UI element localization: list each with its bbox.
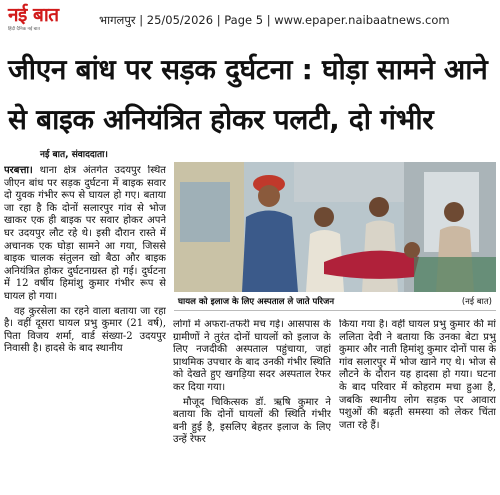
article-byline: नई बात, संवाददाता। <box>40 150 108 160</box>
paragraph: किया गया है। वहीं घायल प्रभु कुमार की मां ललिता देवी ने बताया कि उनका बेटा प्रभु कुमार और नाती हिमांशु कुमार दोनों पास के गांव सलारपुर में भोज खाने गए थे। भोज से लौटने के दौरान यह हादसा हो गया। घटना के बाद परिवार में कोहराम मचा हुआ है, जबकि स्थानीय लोग सड़क पर आवारा पशुओं की बढ़ती समस्या को लेकर चिंता जता रहे हैं। <box>339 319 496 431</box>
article-column-2 <box>173 319 331 493</box>
paragraph: वह कुरसेला का रहने वाला बताया जा रहा है। वहीं दूसरा घायल प्रभु कुमार (21 वर्ष), पिता विजय शर्मा, वार्ड संख्या-2 उदयपुर निवासी है। हादसे के बाद स्थानीय <box>4 305 166 355</box>
paragraph-text: थाना क्षेत्र अंतर्गत उदयपुर स्थित जीएन बांध पर सड़क दुर्घटना में बाइक सवार दो युवक गंभीर रूप से घायल हो गए। बताया जा रहा है कि दोनों सलारपुर गांव से भोज खाकर एक ही बाइक पर सवार होकर अपने घर उदयपुर लौट रहे थे। इसी दौरान रास्ते में अचानक एक घोड़ा सामने आ गया, जिससे बाइक चालक संतुलन खो बैठा और बाइक अनियंत्रित होकर दुर्घटनाग्रस्त हो गई। दुर्घटना में 12 वर्षीय हिमांशु कुमार गंभीर रूप से घायल हो गया। <box>4 165 166 302</box>
photo-credit: (नई बात) <box>461 297 492 307</box>
paragraph <box>4 165 166 304</box>
edition-meta: भागलपुर | 25/05/2026 | Page 5 | www.epaper.naibaatnews.com <box>99 13 450 27</box>
article-headline: जीएन बांध पर सड़क दुर्घटना : घोड़ा सामने आने से बाइक अनियंत्रित होकर पलटी, दो गंभीर <box>8 53 488 136</box>
masthead <box>0 0 500 38</box>
article-column-1 <box>4 165 166 493</box>
logo-tagline: हिंदी दैनिक नई बात <box>8 27 40 32</box>
paragraph: मौजूद चिकित्सक डॉ. ऋषि कुमार ने बताया कि दोनों घायलों की स्थिति गंभीर बनी हुई है, इसलिए बेहतर इलाज के लिए उन्हें रेफर <box>173 396 331 446</box>
photo-caption-bar <box>174 292 496 311</box>
newspaper-logo[interactable] <box>8 5 84 33</box>
dateline: परबत्ता। <box>4 165 33 176</box>
photo-caption: घायल को इलाज के लिए अस्पताल ले जाते परिजन <box>178 297 335 307</box>
paragraph: लोगों में अफरा-तफरी मच गई। आसपास के ग्रामीणों ने तुरंत दोनों घायलों को इलाज के लिए नजदीकी अस्पताल पहुंचाया, जहां प्राथमिक उपचार के बाद उनकी गंभीर स्थिति को देखते हुए खगड़िया सदर अस्पताल रेफर कर दिया गया। <box>173 319 331 393</box>
news-photo <box>174 162 496 292</box>
hospital-scene-illustration <box>174 162 496 292</box>
logo-text: नई बात <box>8 4 59 26</box>
article-column-3 <box>339 319 496 493</box>
